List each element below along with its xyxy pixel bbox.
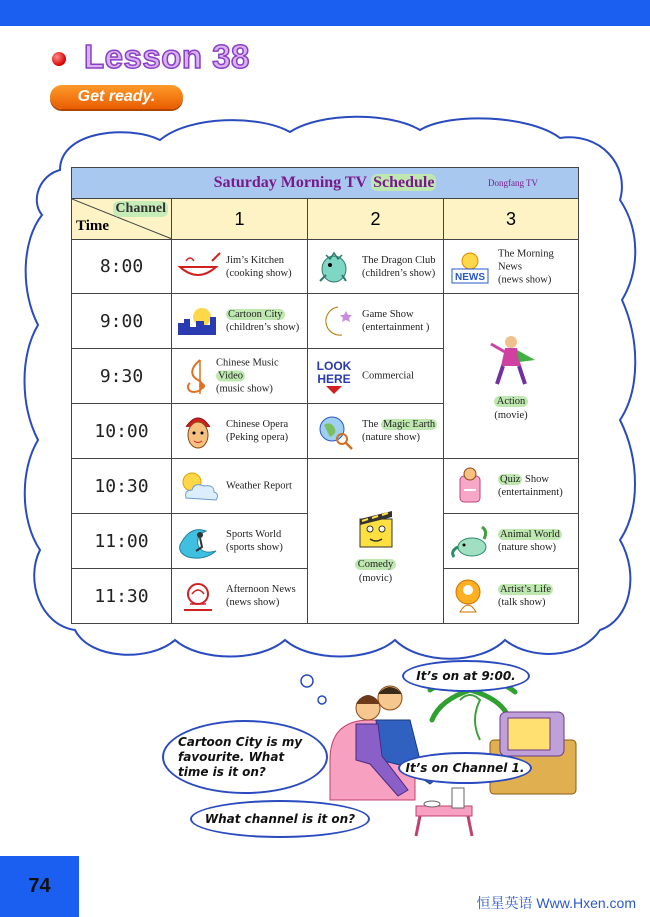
show-morning-news [444,240,579,294]
show-commercial [308,349,444,404]
show-type: (movic) [358,572,393,584]
show-type: (sports show) [226,542,283,553]
time-slot: 11:30 [72,569,172,624]
show-type: (talk show) [498,597,546,608]
page-number: 74 [0,856,79,917]
show-type: (children’s show) [362,267,436,279]
show-name-highlight: Magic Earth [382,419,436,430]
show-jims-kitchen [172,240,308,294]
show-name-highlight: Video [218,370,244,382]
city-icon [176,301,222,341]
time-slot: 11:00 [72,514,172,569]
globe-icon [312,411,358,451]
corner-header [72,199,172,240]
show-chinese-opera [172,404,308,459]
show-weather-report [172,459,308,514]
dragon-icon [312,247,358,287]
news-icon [176,576,222,616]
show-sports-world [172,514,308,569]
show-name: Sports World [226,529,282,540]
tv-schedule-table [71,167,579,624]
speech-bubble-favourite: Cartoon City is my favourite. What time is it on? [162,720,328,794]
show-magic-earth [308,404,444,459]
time-slot: 9:00 [72,294,172,349]
show-comedy [308,459,444,624]
sun-cloud-icon [176,466,222,506]
show-chinese-music-video [172,349,308,404]
show-name: Action [494,396,529,407]
speech-bubble-which-channel: What channel is it on? [190,800,370,838]
look-here-icon [312,356,358,396]
show-type: (cooking show) [226,267,292,279]
show-name: Afternoon News [226,584,296,595]
show-name [216,357,307,383]
time-slot: 9:30 [72,349,172,404]
svg-text:HERE: HERE [317,372,351,386]
show-action [444,294,579,459]
lesson-title: Lesson 38 [84,38,250,75]
show-animal-world [444,514,579,569]
show-type: (children’s show) [226,322,300,333]
superhero-icon [481,330,541,390]
show-name: Comedy [355,559,397,570]
show-name [362,418,437,431]
artist-icon [448,576,494,616]
show-afternoon-news [172,569,308,624]
surfer-icon [176,521,222,561]
moon-icon [312,301,358,341]
show-type: (Peking opera) [226,432,289,443]
show-name [498,583,553,596]
show-type: (nature show) [498,542,557,553]
channel-3-header: 3 [444,199,579,240]
show-name: Jim’s Kitchen [226,254,285,266]
wok-icon [176,247,222,287]
show-name-highlight: Quiz [500,474,521,485]
site-watermark: 恒星英语 Www.Hxen.com [476,895,636,911]
show-name-text: The [362,419,381,430]
get-ready-label: Get ready. [50,85,183,109]
channel-2-header: 2 [308,199,444,240]
schedule-title: Saturday Morning TV [213,174,368,191]
time-header-label: Time [76,218,110,234]
svg-text:NEWS: NEWS [455,271,485,283]
show-name [498,528,562,541]
show-type: (news show) [498,274,552,285]
time-slot: 10:00 [72,404,172,459]
quiz-icon [448,466,494,506]
show-name-text: Chinese Music [216,357,279,369]
show-name [498,473,563,486]
channel-1-header: 1 [172,199,308,240]
channel-header-label: Channel [115,201,166,216]
clapperboard-icon [346,497,406,553]
show-name: Game Show [362,309,414,320]
show-name-highlight: Artist’s Life [500,584,552,595]
show-type: (news show) [226,597,280,608]
opera-mask-icon [176,411,222,451]
show-dragon-club [308,240,444,294]
speech-bubble-channel-answer: It’s on Channel 1. [398,752,532,784]
station-name: Dongfang TV [487,178,539,188]
show-cartoon-city [172,294,308,349]
time-slot: 10:30 [72,459,172,514]
show-name: Chinese Opera [226,419,289,430]
show-type: (movie) [494,409,528,421]
show-name: Weather Report [226,480,292,492]
time-slot: 8:00 [72,240,172,294]
show-name: The Dragon Club [362,254,436,266]
show-name-highlight: Animal World [500,529,560,540]
show-type: (nature show) [362,432,421,443]
news-sun-icon [448,247,494,287]
show-type: (entertainment) [498,487,563,498]
show-type: (music show) [216,383,273,395]
show-name: Commercial [362,370,414,382]
elephant-icon [448,521,494,561]
show-name: The Morning News [498,248,554,272]
schedule-title-highlight: Schedule [373,174,435,191]
show-game-show [308,294,444,349]
show-name [226,308,299,321]
show-type: (entertainment ) [362,322,430,333]
show-artists-life [444,569,579,624]
speech-bubble-on-at: It’s on at 9:00. [402,660,530,692]
show-name-highlight: Cartoon City [228,309,283,320]
schedule-title-row [72,168,579,199]
svg-text:LOOK: LOOK [316,359,352,373]
show-quiz-show [444,459,579,514]
show-name-rest: Show [522,474,549,485]
